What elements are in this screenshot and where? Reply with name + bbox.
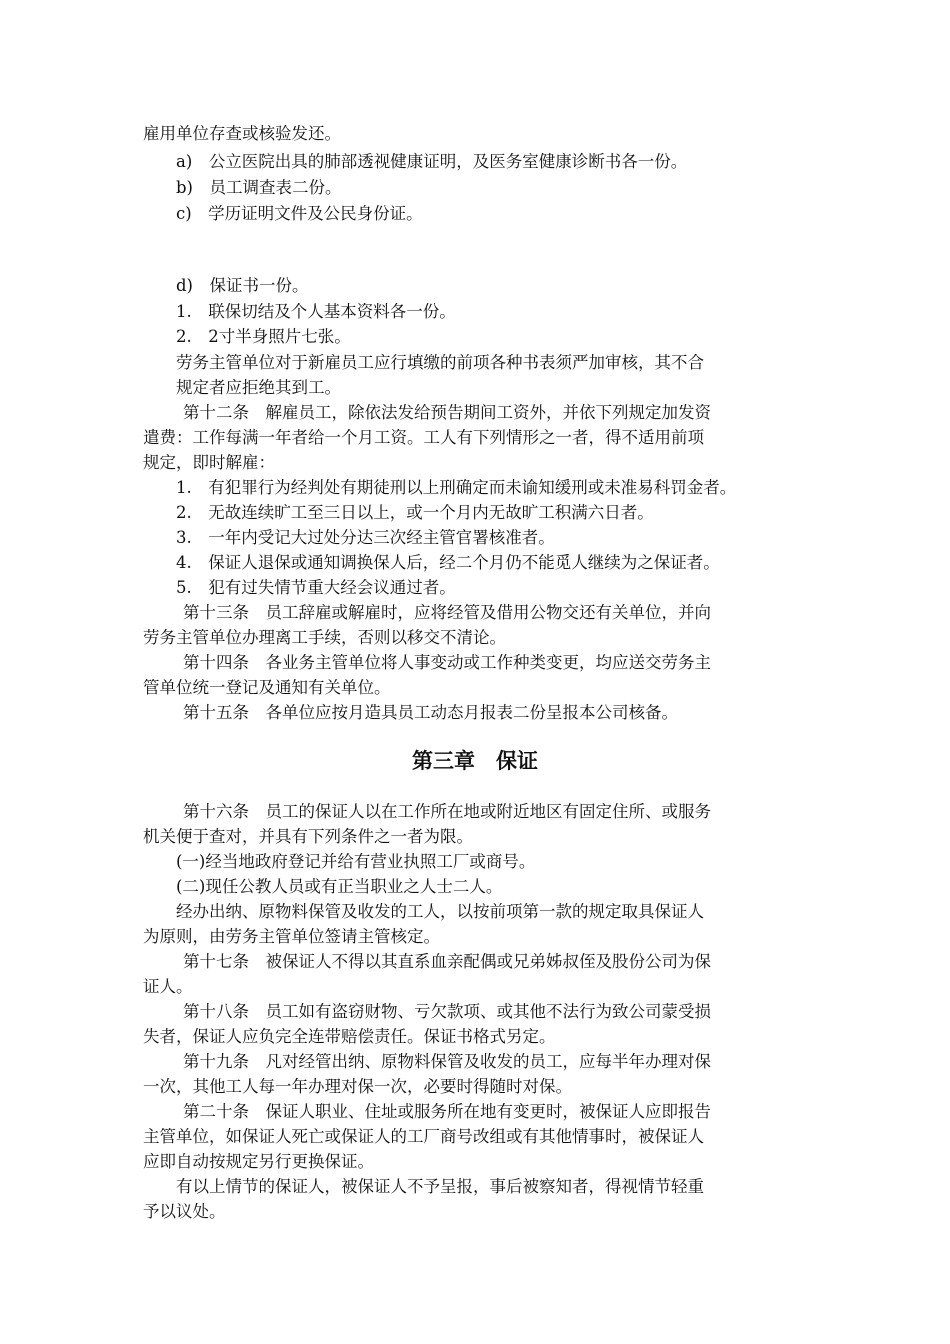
list-item: 1. 有犯罪行为经判处有期徒刑以上刑确定而未谕知缓刑或未准易科罚金者。: [176, 478, 737, 497]
list-item: (二)现任公教人员或有正当职业之人士二人。: [176, 877, 503, 896]
list-item: c) 学历证明文件及公民身份证。: [176, 204, 423, 223]
text-line: 证人。: [143, 977, 193, 996]
text-line: 予以议处。: [143, 1202, 226, 1221]
chapter-title: 第三章 保证: [412, 749, 538, 773]
list-item: 3. 一年内受记大过处分达三次经主管官署核准者。: [176, 528, 555, 547]
list-item: 5. 犯有过失情节重大经会议通过者。: [176, 578, 456, 597]
text-line: 有以上情节的保证人，被保证人不予呈报，事后被察知者，得视情节轻重: [176, 1177, 704, 1196]
text-line: 雇用单位存查或核验发还。: [143, 124, 341, 143]
article-18: 第十八条 员工如有盗窃财物、亏欠款项、或其他不法行为致公司蒙受损: [183, 1002, 711, 1021]
text-line: 规定者应拒绝其到工。: [176, 378, 341, 397]
article-17: 第十七条 被保证人不得以其直系血亲配偶或兄弟姊叔侄及股份公司为保: [183, 952, 711, 971]
text-line: 为原则，由劳务主管单位签请主管核定。: [143, 927, 440, 946]
text-line: 规定，即时解雇：: [143, 453, 275, 472]
list-item: 4. 保证人退保或通知调换保人后，经二个月仍不能觅人继续为之保证者。: [176, 553, 720, 572]
list-item: d) 保证书一份。: [176, 276, 309, 295]
list-item: 1. 联保切结及个人基本资料各一份。: [176, 302, 456, 321]
article-19: 第十九条 凡对经管出纳、原物料保管及收发的员工，应每半年办理对保: [183, 1052, 711, 1071]
text-line: 机关便于查对，并具有下列条件之一者为限。: [143, 827, 473, 846]
text-line: 遣费：工作每满一年者给一个月工资。工人有下列情形之一者，得不适用前项: [143, 428, 704, 447]
text-line: 管单位统一登记及通知有关单位。: [143, 678, 391, 697]
list-item: a) 公立医院出具的肺部透视健康证明，及医务室健康诊断书各一份。: [176, 152, 688, 171]
article-15: 第十五条 各单位应按月造具员工动态月报表二份呈报本公司核备。: [183, 703, 678, 722]
article-13: 第十三条 员工辞雇或解雇时，应将经管及借用公物交还有关单位，并向: [183, 603, 711, 622]
list-item: b) 员工调查表二份。: [176, 178, 342, 197]
list-item: 2. 2寸半身照片七张。: [176, 327, 351, 346]
text-line: 失者，保证人应负完全连带赔偿责任。保证书格式另定。: [143, 1027, 556, 1046]
article-14: 第十四条 各业务主管单位将人事变动或工作种类变更，均应送交劳务主: [183, 653, 711, 672]
list-item: (一)经当地政府登记并给有营业执照工厂或商号。: [176, 852, 536, 871]
list-item: 2. 无故连续旷工至三日以上，或一个月内无故旷工积满六日者。: [176, 503, 654, 522]
article-16: 第十六条 员工的保证人以在工作所在地或附近地区有固定住所、或服务: [183, 802, 711, 821]
text-line: 主管单位，如保证人死亡或保证人的工厂商号改组或有其他情事时，被保证人: [143, 1127, 704, 1146]
article-20: 第二十条 保证人职业、住址或服务所在地有变更时，被保证人应即报告: [183, 1102, 711, 1121]
article-12: 第十二条 解雇员工，除依法发给预告期间工资外，并依下列规定加发资: [183, 403, 711, 422]
text-line: 应即自动按规定另行更换保证。: [143, 1152, 374, 1171]
text-line: 劳务主管单位办理离工手续，否则以移交不清论。: [143, 628, 506, 647]
text-line: 劳务主管单位对于新雇员工应行填缴的前项各种书表须严加审核，其不合: [176, 353, 704, 372]
text-line: 一次，其他工人每一年办理对保一次，必要时得随时对保。: [143, 1077, 572, 1096]
text-line: 经办出纳、原物料保管及收发的工人，以按前项第一款的规定取具保证人: [176, 902, 704, 921]
